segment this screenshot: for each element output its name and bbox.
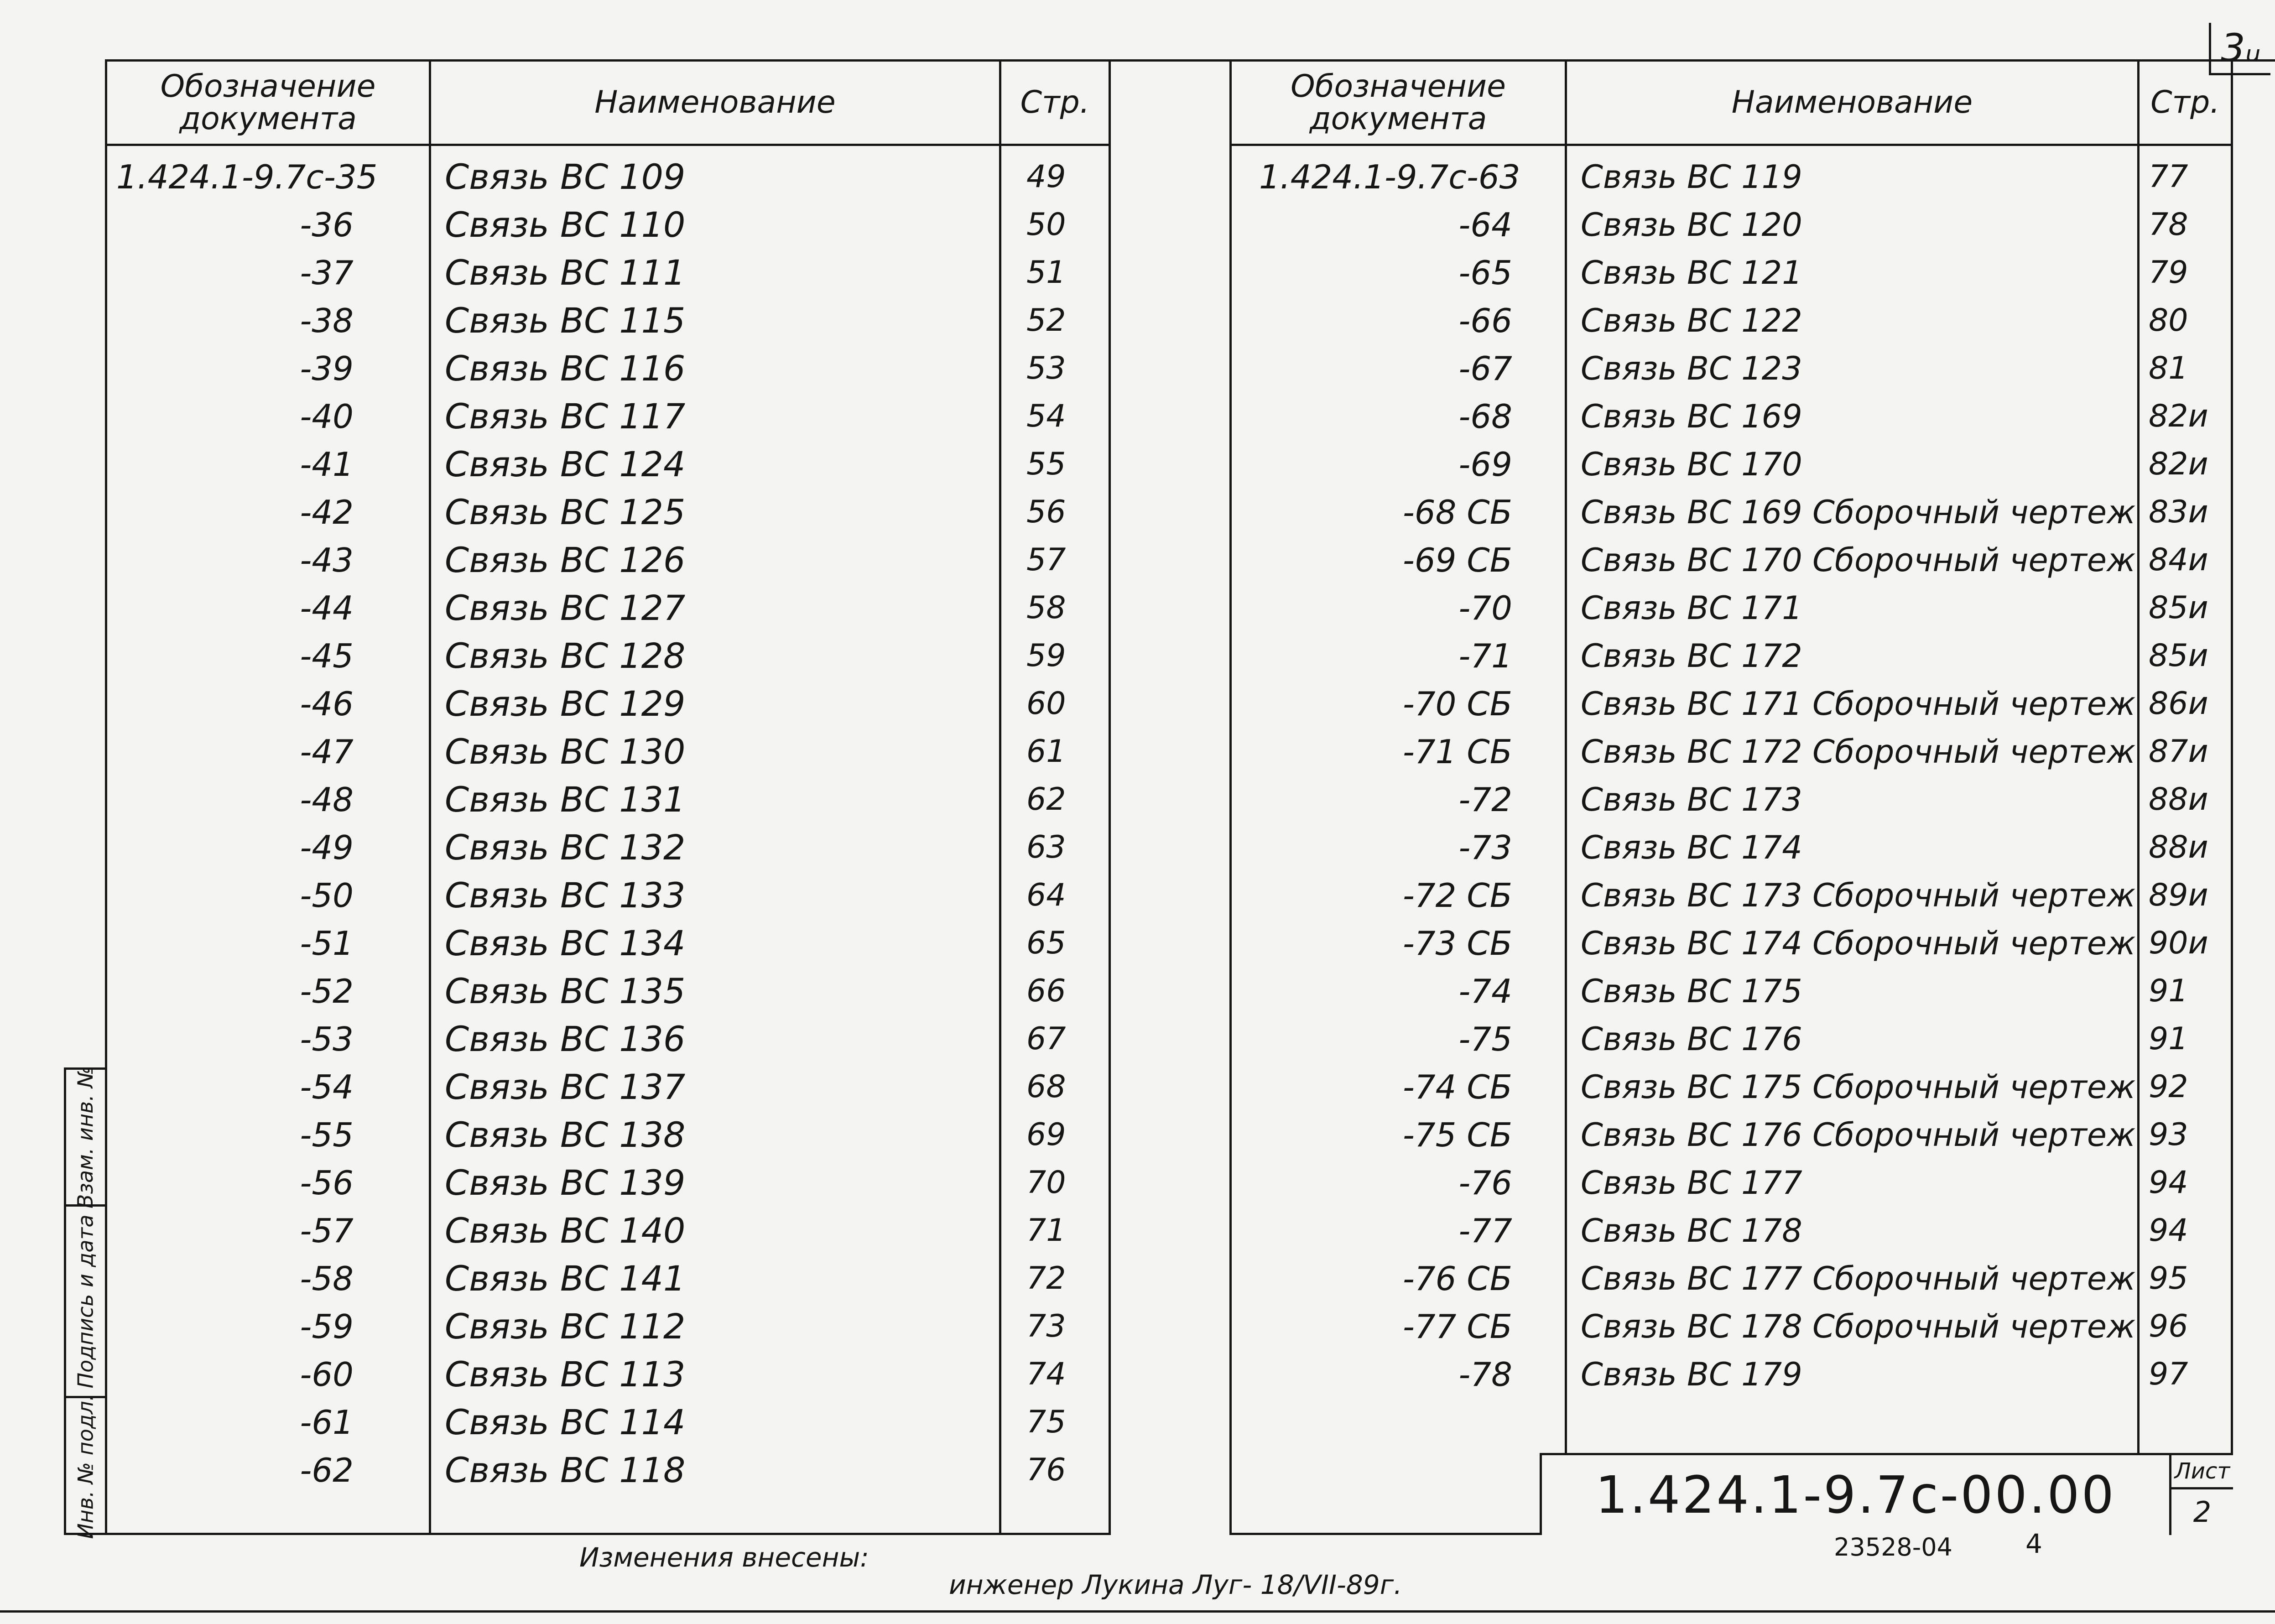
table-row — [1232, 1302, 2231, 1350]
table-row — [1232, 680, 2231, 728]
corner-sheet-number: 3ᵤ — [2209, 23, 2270, 75]
doc-name: Связь ВС 170 Сборочный чертеж — [1581, 541, 2136, 579]
table-row — [1232, 776, 2231, 823]
doc-page: 72 — [1026, 1260, 1066, 1296]
doc-code: -40 — [300, 397, 354, 436]
table-row — [1232, 919, 2231, 967]
doc-page: 54 — [1026, 398, 1066, 434]
doc-code: -74 СБ — [1402, 1067, 1512, 1106]
table-row — [107, 1063, 1109, 1111]
table-row — [1232, 1207, 2231, 1254]
doc-code: -42 — [300, 493, 354, 531]
doc-page: 75 — [1026, 1404, 1066, 1440]
doc-page: 94 — [2149, 1213, 2188, 1249]
table-row — [1232, 1063, 2231, 1111]
table-row — [1232, 1254, 2231, 1302]
doc-page: 71 — [1026, 1213, 1066, 1249]
doc-code: -70 — [1458, 588, 1512, 627]
doc-page: 53 — [1026, 350, 1066, 386]
table-row — [1232, 728, 2231, 776]
doc-code: -55 — [300, 1115, 354, 1154]
table-row — [1232, 249, 2231, 297]
table-row — [107, 1350, 1109, 1398]
table-row — [107, 1446, 1109, 1494]
table-row — [107, 728, 1109, 776]
side-cell-inv-orig — [66, 1394, 105, 1539]
doc-name: Связь ВС 110 — [445, 204, 686, 245]
table-header — [107, 62, 1109, 146]
doc-name: Связь ВС 116 — [445, 348, 686, 389]
doc-name: Связь ВС 121 — [1581, 254, 1802, 291]
doc-name: Связь ВС 112 — [445, 1306, 686, 1347]
doc-name: Связь ВС 122 — [1581, 302, 1802, 339]
doc-page: 85и — [2149, 590, 2208, 626]
doc-name: Связь ВС 176 Сборочный чертеж — [1581, 1116, 2136, 1154]
doc-code: -69 — [1458, 445, 1512, 484]
header-name: Наименование — [1567, 62, 2140, 144]
table-row — [107, 249, 1109, 297]
bottom-border — [0, 1610, 2275, 1613]
document-number: 1.424.1-9.7с-00.00 — [1595, 1465, 2116, 1525]
doc-code: -70 СБ — [1402, 684, 1512, 723]
doc-code: -47 — [300, 732, 354, 771]
doc-code: -39 — [300, 349, 354, 388]
doc-code: 1.424.1-9.7с-63 — [1259, 157, 1520, 196]
header-name: Наименование — [431, 62, 1001, 144]
doc-name: Связь ВС 139 — [445, 1162, 686, 1203]
contents-table-left — [105, 62, 1111, 1535]
table-row — [107, 392, 1109, 440]
table-row — [1232, 488, 2231, 536]
doc-page: 66 — [1026, 973, 1066, 1009]
doc-code: -78 — [1458, 1355, 1512, 1394]
doc-name: Связь ВС 124 — [445, 444, 686, 484]
doc-page: 64 — [1026, 877, 1066, 913]
doc-name: Связь ВС 138 — [445, 1114, 686, 1155]
doc-name: Связь ВС 118 — [445, 1450, 686, 1490]
doc-page: 86и — [2149, 686, 2208, 722]
doc-page: 92 — [2149, 1069, 2188, 1105]
doc-name: Связь ВС 132 — [445, 827, 686, 868]
doc-page: 84и — [2149, 542, 2208, 578]
doc-name: Связь ВС 175 Сборочный чертеж — [1581, 1068, 2136, 1106]
header-page: Стр. — [1020, 84, 1090, 121]
table-row — [1232, 584, 2231, 632]
doc-name: Связь ВС 179 — [1581, 1355, 1802, 1393]
doc-name: Связь ВС 114 — [445, 1402, 686, 1442]
doc-page: 52 — [1026, 302, 1066, 338]
doc-page: 59 — [1026, 638, 1066, 674]
doc-code: -44 — [300, 588, 354, 627]
table-row — [1232, 440, 2231, 488]
table-row — [107, 440, 1109, 488]
doc-page: 83и — [2149, 494, 2208, 530]
doc-name: Связь ВС 120 — [1581, 206, 1802, 244]
table-row — [107, 488, 1109, 536]
doc-code: -38 — [300, 301, 354, 340]
doc-code: -48 — [300, 780, 354, 819]
table-row — [107, 632, 1109, 680]
table-row — [107, 297, 1109, 344]
doc-page: 82и — [2149, 398, 2208, 434]
doc-page: 95 — [2149, 1260, 2188, 1296]
doc-code: -49 — [300, 828, 354, 867]
doc-page: 56 — [1026, 494, 1066, 530]
doc-page: 85и — [2149, 638, 2208, 674]
table-row — [1232, 632, 2231, 680]
doc-page: 77 — [2149, 159, 2188, 195]
doc-name: Связь ВС 117 — [445, 396, 686, 437]
table-body-right — [1232, 146, 2231, 1398]
doc-page: 68 — [1026, 1069, 1066, 1105]
doc-name: Связь ВС 128 — [445, 635, 686, 676]
doc-code: -62 — [300, 1451, 354, 1489]
table-row — [1232, 1111, 2231, 1159]
header-code: Обозначение документа — [1232, 62, 1567, 144]
doc-page: 89и — [2149, 877, 2208, 913]
doc-code: -57 — [300, 1211, 354, 1250]
table-row — [107, 584, 1109, 632]
changes-note: Изменения внесены: — [579, 1542, 869, 1573]
archive-extra: 4 — [2025, 1528, 2042, 1559]
doc-code: -71 СБ — [1402, 732, 1512, 771]
doc-name: Связь ВС 176 — [1581, 1020, 1802, 1058]
doc-code: -72 — [1458, 780, 1512, 819]
doc-page: 70 — [1026, 1165, 1066, 1201]
doc-name: Связь ВС 171 — [1581, 589, 1802, 627]
header-code: Обозначение документа — [107, 62, 431, 144]
doc-name: Связь ВС 125 — [445, 492, 686, 532]
doc-code: -45 — [300, 636, 354, 675]
doc-name: Связь ВС 140 — [445, 1210, 686, 1251]
table-row — [1232, 344, 2231, 392]
doc-name: Связь ВС 178 Сборочный чертеж — [1581, 1307, 2136, 1345]
doc-code: -46 — [300, 684, 354, 723]
doc-code: -76 — [1458, 1163, 1512, 1202]
doc-code: -77 СБ — [1402, 1307, 1512, 1346]
header-page: Стр. — [2150, 84, 2220, 121]
table-row — [1232, 1015, 2231, 1063]
doc-code: -50 — [300, 876, 354, 915]
side-cell-sign-date — [66, 1207, 105, 1398]
doc-page: 91 — [2149, 973, 2188, 1009]
side-label: Подпись и дата — [73, 1214, 98, 1389]
doc-page: 94 — [2149, 1165, 2188, 1201]
table-row — [107, 201, 1109, 249]
doc-page: 88и — [2149, 829, 2208, 865]
table-row — [107, 1159, 1109, 1207]
doc-name: Связь ВС 172 Сборочный чертеж — [1581, 733, 2136, 770]
doc-page: 78 — [2149, 207, 2188, 243]
doc-name: Связь ВС 169 — [1581, 397, 1802, 435]
doc-name: Связь ВС 169 Сборочный чертеж — [1581, 493, 2136, 531]
doc-code: -76 СБ — [1402, 1259, 1512, 1298]
archive-number: 23528-04 — [1834, 1533, 1952, 1562]
engineer-note: инженер Лукина Луг- 18/VII-89г. — [949, 1569, 1402, 1600]
doc-code: -64 — [1458, 205, 1512, 244]
doc-name: Связь ВС 136 — [445, 1019, 686, 1059]
doc-code: -52 — [300, 972, 354, 1010]
doc-code: -65 — [1458, 253, 1512, 292]
doc-code: -61 — [300, 1403, 354, 1442]
doc-page: 93 — [2149, 1117, 2188, 1153]
table-row — [107, 919, 1109, 967]
doc-code: -77 — [1458, 1211, 1512, 1250]
sheet-label: Лист — [2171, 1455, 2233, 1489]
doc-name: Связь ВС 127 — [445, 588, 686, 628]
doc-code: -67 — [1458, 349, 1512, 388]
doc-page: 90и — [2149, 925, 2208, 961]
doc-name: Связь ВС 177 — [1581, 1164, 1802, 1202]
doc-name: Связь ВС 109 — [445, 156, 686, 197]
doc-code: -43 — [300, 541, 354, 579]
doc-page: 74 — [1026, 1356, 1066, 1392]
doc-page: 87и — [2149, 734, 2208, 770]
doc-name: Связь ВС 141 — [445, 1258, 686, 1299]
doc-page: 58 — [1026, 590, 1066, 626]
doc-page: 82и — [2149, 446, 2208, 482]
doc-name: Связь ВС 115 — [445, 300, 686, 341]
table-row — [1232, 871, 2231, 919]
doc-page: 81 — [2149, 350, 2188, 386]
doc-page: 60 — [1026, 686, 1066, 722]
doc-code: -73 СБ — [1402, 924, 1512, 963]
doc-name: Связь ВС 126 — [445, 540, 686, 580]
doc-name: Связь ВС 175 — [1581, 972, 1802, 1010]
table-row — [1232, 1350, 2231, 1398]
doc-name: Связь ВС 171 Сборочный чертеж — [1581, 685, 2136, 723]
doc-name: Связь ВС 173 — [1581, 781, 1802, 818]
doc-page: 96 — [2149, 1308, 2188, 1344]
doc-page: 88и — [2149, 781, 2208, 817]
doc-name: Связь ВС 177 Сборочный чертеж — [1581, 1260, 2136, 1297]
table-row — [107, 680, 1109, 728]
doc-code: -51 — [300, 924, 354, 963]
doc-code: -36 — [300, 205, 354, 244]
doc-page: 61 — [1026, 734, 1066, 770]
sheet-cell — [2169, 1455, 2233, 1535]
table-row — [107, 967, 1109, 1015]
side-label: Инв. № подл. — [73, 1394, 98, 1539]
table-header — [1232, 62, 2231, 146]
contents-table-right — [1229, 62, 2233, 1535]
doc-name: Связь ВС 113 — [445, 1354, 686, 1395]
table-row — [107, 344, 1109, 392]
doc-page: 49 — [1026, 159, 1066, 195]
doc-name: Связь ВС 111 — [445, 252, 686, 293]
doc-code: -71 — [1458, 636, 1512, 675]
table-row — [1232, 153, 2231, 201]
doc-code: -54 — [300, 1067, 354, 1106]
table-row — [107, 1111, 1109, 1159]
doc-code: -68 СБ — [1402, 493, 1512, 531]
doc-page: 55 — [1026, 446, 1066, 482]
table-row — [107, 536, 1109, 584]
doc-code: -60 — [300, 1355, 354, 1394]
table-row — [107, 823, 1109, 871]
doc-name: Связь ВС 119 — [1581, 158, 1802, 196]
side-cell-inv-replace — [66, 1066, 105, 1208]
table-body-left — [107, 146, 1109, 1494]
doc-code: -37 — [300, 253, 354, 292]
table-row — [107, 1015, 1109, 1063]
doc-code: -53 — [300, 1020, 354, 1058]
doc-page: 80 — [2149, 302, 2188, 338]
doc-page: 76 — [1026, 1452, 1066, 1488]
table-row — [107, 1302, 1109, 1350]
doc-page: 79 — [2149, 255, 2188, 291]
doc-page: 65 — [1026, 925, 1066, 961]
doc-code: -68 — [1458, 397, 1512, 436]
doc-page: 73 — [1026, 1308, 1066, 1344]
doc-code: -75 СБ — [1402, 1115, 1512, 1154]
doc-code: 1.424.1-9.7с-35 — [116, 157, 378, 196]
doc-name: Связь ВС 178 — [1581, 1212, 1802, 1249]
table-row — [1232, 392, 2231, 440]
doc-code: -56 — [300, 1163, 354, 1202]
doc-name: Связь ВС 135 — [445, 971, 686, 1011]
table-row — [107, 1254, 1109, 1302]
doc-code: -66 — [1458, 301, 1512, 340]
doc-name: Связь ВС 129 — [445, 683, 686, 724]
table-row — [107, 871, 1109, 919]
side-approval-box — [64, 1066, 105, 1539]
table-row — [1232, 536, 2231, 584]
doc-page: 69 — [1026, 1117, 1066, 1153]
doc-page: 91 — [2149, 1021, 2188, 1057]
table-row — [1232, 297, 2231, 344]
table-row — [107, 1207, 1109, 1254]
doc-code: -74 — [1458, 972, 1512, 1010]
doc-page: 51 — [1026, 255, 1066, 291]
doc-page: 97 — [2149, 1356, 2188, 1392]
table-row — [1232, 823, 2231, 871]
table-row — [107, 776, 1109, 823]
doc-code: -73 — [1458, 828, 1512, 867]
table-row — [1232, 201, 2231, 249]
doc-name: Связь ВС 172 — [1581, 637, 1802, 675]
doc-page: 50 — [1026, 207, 1066, 243]
doc-name: Связь ВС 131 — [445, 779, 686, 820]
title-block — [1540, 1453, 2233, 1535]
doc-name: Связь ВС 130 — [445, 731, 686, 772]
table-row — [107, 1398, 1109, 1446]
doc-name: Связь ВС 133 — [445, 875, 686, 916]
doc-name: Связь ВС 134 — [445, 923, 686, 963]
table-row — [1232, 967, 2231, 1015]
doc-code: -41 — [300, 445, 354, 484]
doc-page: 57 — [1026, 542, 1066, 578]
doc-name: Связь ВС 174 — [1581, 828, 1802, 866]
doc-name: Связь ВС 170 — [1581, 445, 1802, 483]
doc-name: Связь ВС 123 — [1581, 349, 1802, 387]
doc-name: Связь ВС 173 Сборочный чертеж — [1581, 876, 2136, 914]
doc-page: 63 — [1026, 829, 1066, 865]
doc-code: -72 СБ — [1402, 876, 1512, 915]
doc-page: 67 — [1026, 1021, 1066, 1057]
doc-name: Связь ВС 137 — [445, 1067, 686, 1107]
table-row — [107, 153, 1109, 201]
sheet-value: 2 — [2193, 1495, 2212, 1529]
doc-page: 62 — [1026, 781, 1066, 817]
doc-code: -59 — [300, 1307, 354, 1346]
doc-code: -69 СБ — [1402, 541, 1512, 579]
doc-name: Связь ВС 174 Сборочный чертеж — [1581, 924, 2136, 962]
doc-code: -75 — [1458, 1020, 1512, 1058]
table-row — [1232, 1159, 2231, 1207]
side-label: Взам. инв. № — [73, 1066, 98, 1208]
doc-code: -58 — [300, 1259, 354, 1298]
